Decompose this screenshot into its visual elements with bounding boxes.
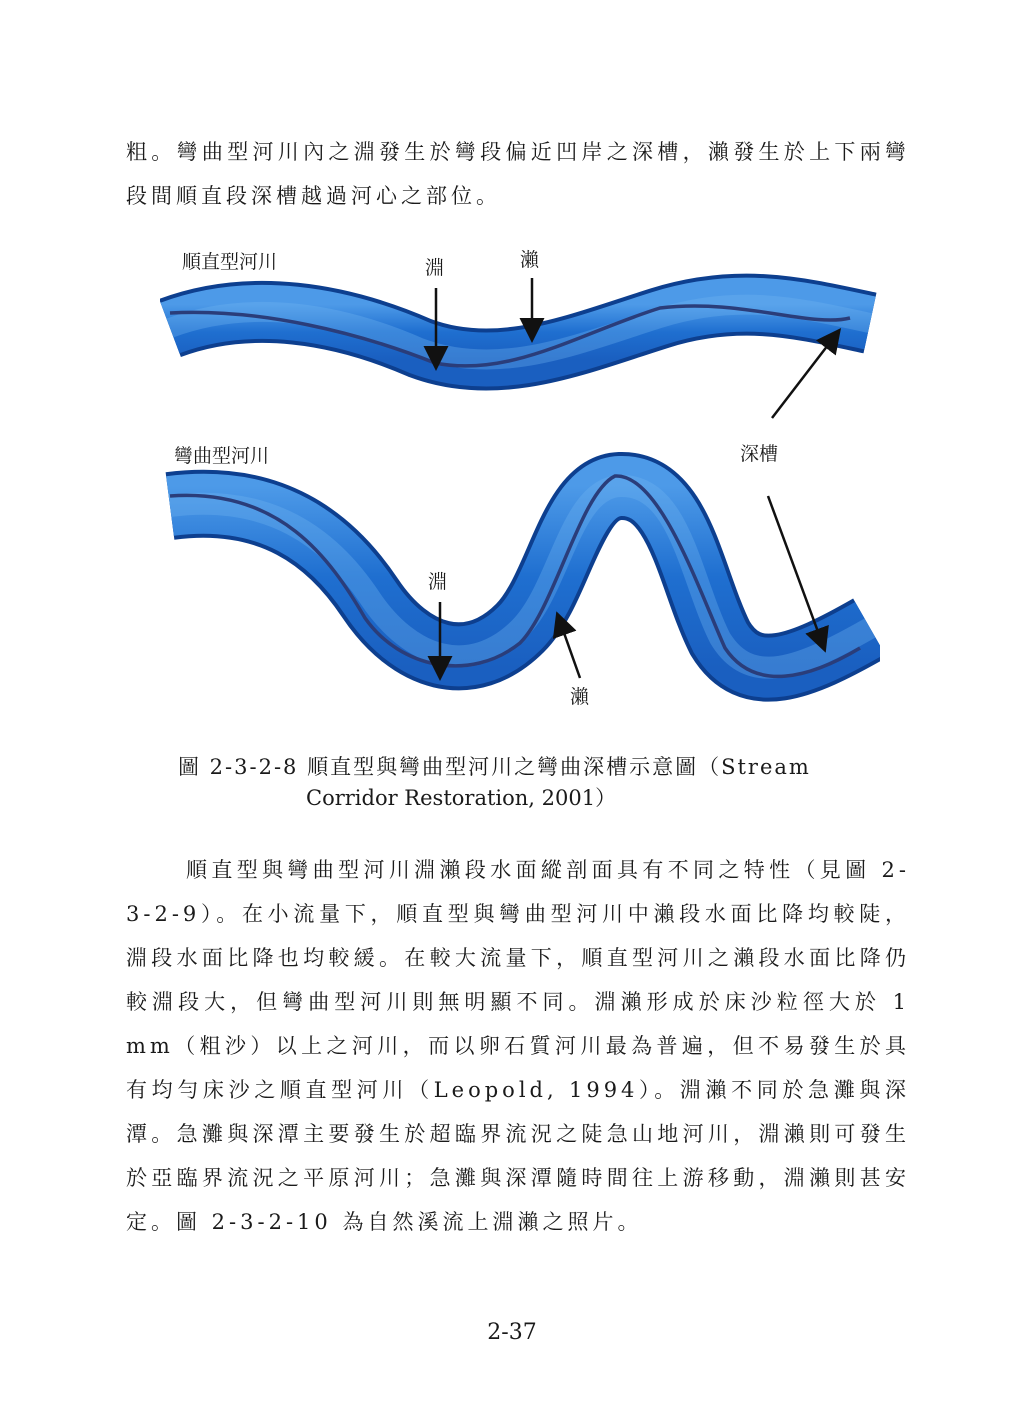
label-riffle-top: 瀨 — [520, 249, 540, 271]
label-riffle-bottom: 瀨 — [570, 686, 590, 708]
body-paragraph: 順直型與彎曲型河川淵瀨段水面縱剖面具有不同之特性（見圖 2-3-2-9）。在小流量下，順直型與彎曲型河川中瀨段水面比降均較陡，淵段水面比降也均較緩。在較大流量下，順直型河川之瀨段水面比降仍較淵段大，但彎曲型河川則無明顯不同。淵瀨形成於床沙粒徑大於 1 mm（粗沙）以上之河川，而以卵石質河川最為普遍，但不易發生於具有均勻床沙之順直型河川（Leopold, 1994）。淵瀨不同於急灘與深潭。急灘與深潭主要發生於超臨界流況之陡急山地河川，淵瀨則可發生於亞臨界流況之平原河川；急灘與深潭隨時間往上游移動，淵瀨則甚安定。圖 2-3-2-10 為自然溪流上淵瀨之照片。 — [126, 858, 910, 1234]
meandering-river — [170, 476, 870, 676]
straight-river — [170, 305, 870, 366]
label-straight-river: 順直型河川 — [182, 251, 278, 273]
river-diagram-svg — [160, 238, 880, 728]
figure-caption-line2: Corridor Restoration, 2001） — [306, 786, 617, 810]
label-pool-top: 淵 — [425, 257, 445, 279]
label-pool-bottom: 淵 — [428, 571, 448, 593]
label-thalweg: 深槽 — [740, 443, 779, 465]
figure-caption-line1: 圖 2-3-2-8 順直型與彎曲型河川之彎曲深槽示意圖（Stream — [178, 755, 811, 779]
arrow-thalweg-top — [772, 332, 838, 418]
label-meandering-river: 彎曲型河川 — [174, 445, 270, 467]
intro-paragraph: 粗。彎曲型河川內之淵發生於彎段偏近凹岸之深槽，瀨發生於上下兩彎段間順直段深槽越過河心之部位。 — [126, 140, 910, 208]
page-number: 2-37 — [487, 1320, 537, 1345]
arrow-riffle-bottom — [558, 616, 580, 678]
arrow-thalweg-bottom — [768, 496, 824, 648]
river-channel-figure — [160, 238, 880, 728]
